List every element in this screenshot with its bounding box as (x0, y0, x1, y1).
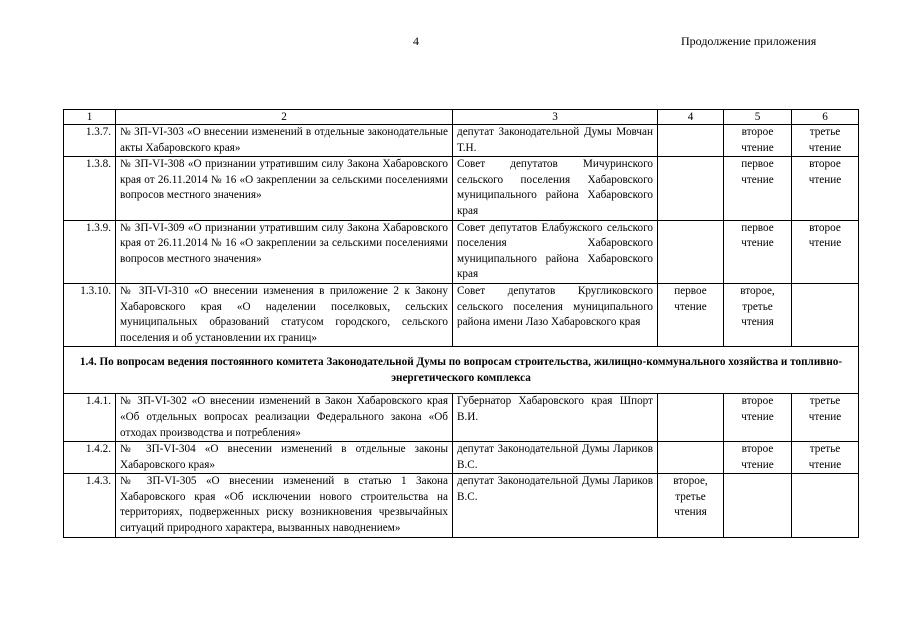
bill-author: депутат Законодательной Думы Мовчан Т.Н. (453, 125, 658, 157)
section-heading: 1.4. По вопросам ведения постоянного комитета Законодательной Думы по вопросам строительства, жилищно-коммунального хозяйства и топливно-энергетического комплекса (64, 347, 859, 394)
table-row (64, 442, 859, 474)
stage-cell: второе, третье чтения (724, 283, 792, 346)
bill-title: № ЗП-VI-305 «О внесении изменений в статью 1 Закона Хабаровского края «Об исключении нового строительства на территориях, подверженных риску возникновения чрезвычайных ситуаций природного характера, вызванных наводнением» (116, 474, 453, 537)
bill-title: № ЗП-VI-302 «О внесении изменений в Закон Хабаровского края «Об отдельных вопросах реализации Федерального закона «Об отходах производства и потребления» (116, 394, 453, 442)
bill-author: депутат Законодательной Думы Лариков В.С. (453, 474, 658, 537)
continuation-note: Продолжение приложения (681, 34, 817, 48)
bill-title: № ЗП-VI-309 «О признании утратившим силу Закона Хабаровского края от 26.11.2014 № 16 «О закреплении за сельскими поселениями вопросов местного значения» (116, 220, 453, 283)
column-number: 6 (792, 110, 859, 125)
bill-author: Губернатор Хабаровского края Шпорт В.И. (453, 394, 658, 442)
section-row (64, 347, 859, 394)
bill-title: № ЗП-VI-303 «О внесении изменений в отдельные законодательные акты Хабаровского края» (116, 125, 453, 157)
table-row (64, 283, 859, 346)
table-row (64, 474, 859, 537)
column-number: 5 (724, 110, 792, 125)
stage-cell (724, 474, 792, 537)
stage-cell (792, 474, 859, 537)
stage-cell (658, 157, 724, 220)
item-number: 1.4.1. (64, 394, 116, 442)
item-number: 1.3.8. (64, 157, 116, 220)
stage-cell: второе чтение (724, 442, 792, 474)
stage-cell (658, 125, 724, 157)
item-number: 1.3.7. (64, 125, 116, 157)
stage-cell (658, 442, 724, 474)
table-row (64, 125, 859, 157)
stage-cell (658, 220, 724, 283)
column-number: 1 (64, 110, 116, 125)
item-number: 1.4.3. (64, 474, 116, 537)
stage-cell: первое чтение (724, 220, 792, 283)
stage-cell: второе чтение (792, 220, 859, 283)
bill-author: Совет депутатов Кругликовского сельского поселения муниципального района имени Лазо Хабаровского края (453, 283, 658, 346)
bill-title: № ЗП-VI-308 «О признании утратившим силу Закона Хабаровского края от 26.11.2014 № 16 «О закреплении за сельскими поселениями вопросов местного значения» (116, 157, 453, 220)
column-number-row (64, 110, 859, 125)
stage-cell (792, 283, 859, 346)
stage-cell: третье чтение (792, 394, 859, 442)
stage-cell: второе чтение (724, 394, 792, 442)
bill-title: № ЗП-VI-310 «О внесении изменения в приложение 2 к Закону Хабаровского края «О наделении поселковых, сельских муниципальных образований статусом городского, сельского поселения и об установлении их границ» (116, 283, 453, 346)
column-number: 3 (453, 110, 658, 125)
item-number: 1.3.10. (64, 283, 116, 346)
bill-title: № ЗП-VI-304 «О внесении изменений в отдельные законы Хабаровского края» (116, 442, 453, 474)
agenda-table (63, 109, 859, 538)
table-row (64, 157, 859, 220)
stage-cell: первое чтение (724, 157, 792, 220)
stage-cell: второе чтение (724, 125, 792, 157)
table-row (64, 394, 859, 442)
table-row (64, 220, 859, 283)
stage-cell: второе, третье чтения (658, 474, 724, 537)
column-number: 4 (658, 110, 724, 125)
stage-cell: третье чтение (792, 442, 859, 474)
stage-cell: второе чтение (792, 157, 859, 220)
stage-cell (658, 394, 724, 442)
stage-cell: третье чтение (792, 125, 859, 157)
page-number: 4 (413, 34, 419, 48)
bill-author: Совет депутатов Мичуринского сельского поселения Хабаровского муниципального района Хабаровского края (453, 157, 658, 220)
bill-author: Совет депутатов Елабужского сельского поселения Хабаровского муниципального района Хабаровского края (453, 220, 658, 283)
column-number: 2 (116, 110, 453, 125)
item-number: 1.3.9. (64, 220, 116, 283)
bill-author: депутат Законодательной Думы Лариков В.С. (453, 442, 658, 474)
stage-cell: первое чтение (658, 283, 724, 346)
item-number: 1.4.2. (64, 442, 116, 474)
